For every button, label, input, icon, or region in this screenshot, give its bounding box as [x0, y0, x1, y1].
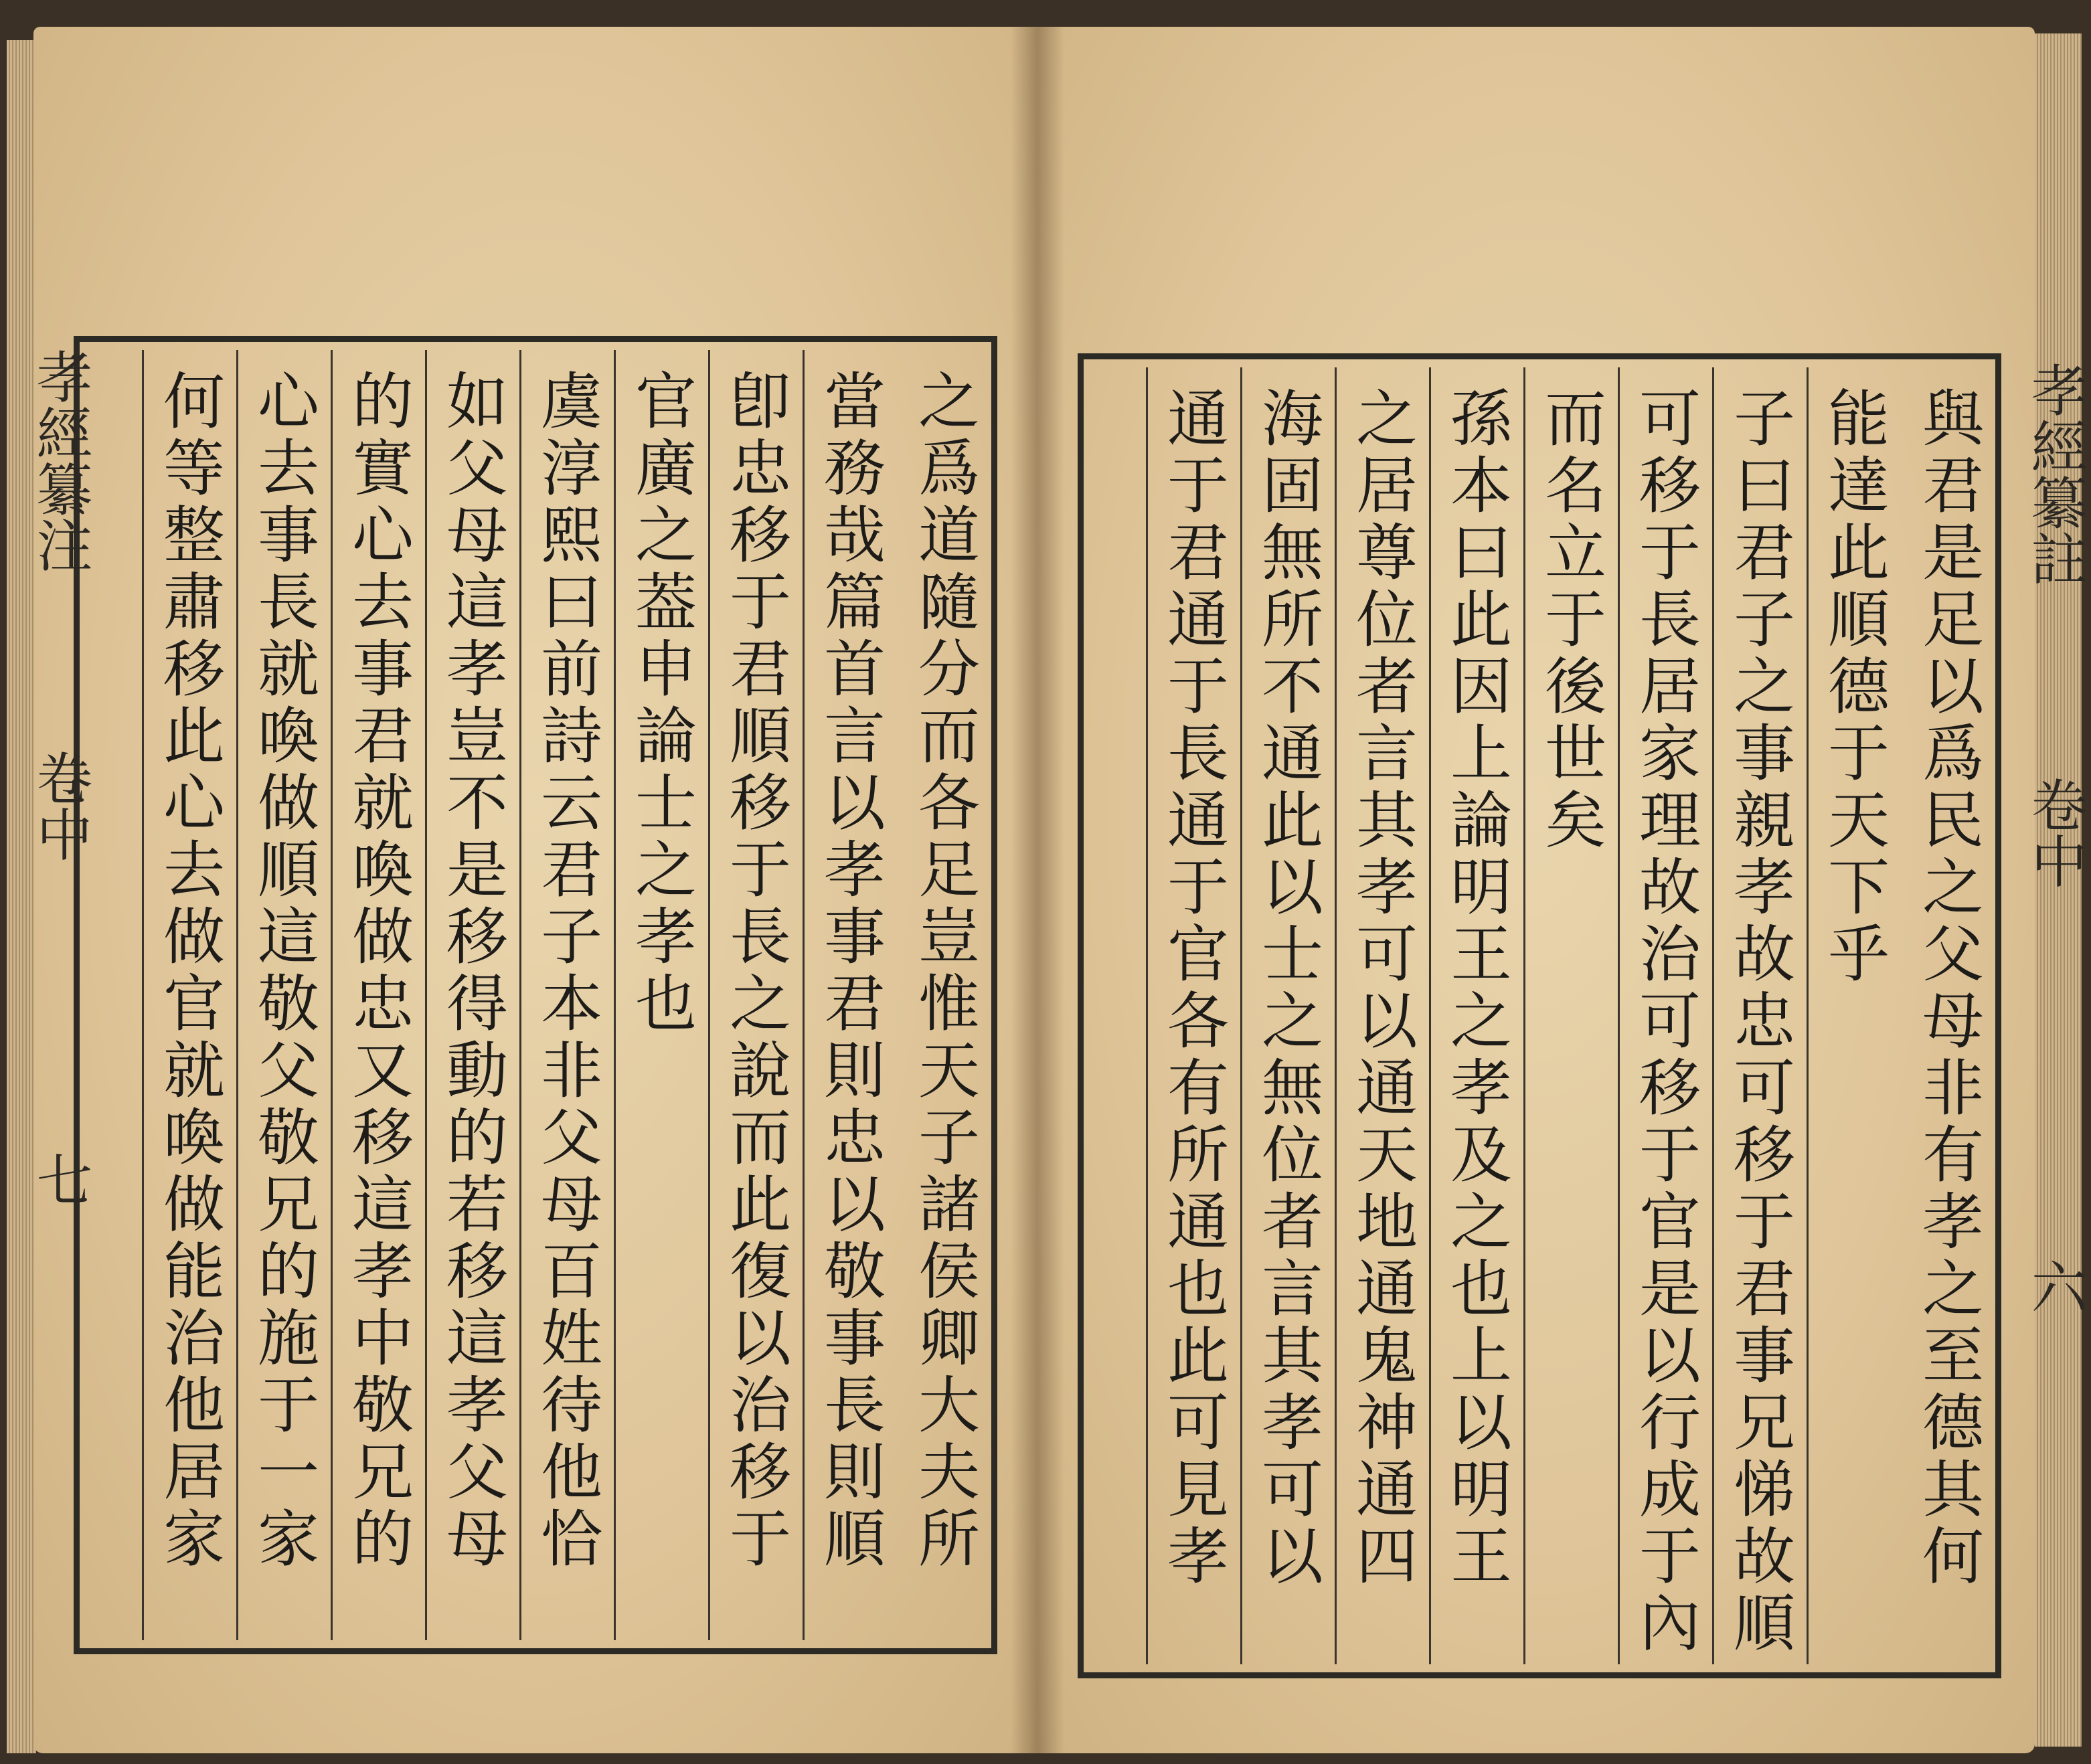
right-page-edge: [2035, 33, 2082, 1747]
text-column: 與君是足以爲民之父母非有孝之至德其何: [1912, 386, 1984, 1591]
text-column: 而名立于後世矣: [1523, 367, 1618, 1664]
book-gutter: [1011, 27, 1064, 1753]
text-column: 能達此順德于天下乎: [1807, 367, 1901, 1664]
margin-folio-left: 七: [27, 1151, 93, 1207]
margin-title-left: 孝經纂注: [27, 348, 93, 573]
text-column: 何等整肅移此心去做官就喚做能治他居家: [142, 350, 236, 1640]
text-column: 的實心去事君就喚做忠又移這孝中敬兄的: [331, 350, 425, 1640]
text-column: 孫本曰此因上論明王之孝及之也上以明王: [1429, 367, 1523, 1664]
text-column: 官廣之葢申論士之孝也: [614, 350, 708, 1640]
text-column: 通于君通于長通于官各有所通也此可見孝: [1146, 367, 1240, 1664]
right-page-text-frame: [1078, 353, 2001, 1678]
margin-juan-right: 卷中: [2022, 776, 2088, 889]
text-column: 如父母這孝豈不是移得動的若移這孝父母: [425, 350, 519, 1640]
margin-title-right: 孝經纂註: [2022, 361, 2088, 586]
text-column: 子曰君子之事親孝故忠可移于君事兄悌故順: [1712, 367, 1807, 1664]
text-column: 心去事長就喚做順這敬父敬兄的施于一家: [236, 350, 331, 1640]
text-column: 之爲道隨分而各足豈惟天子諸侯卿大夫所: [908, 369, 980, 1573]
text-column: 卽忠移于君順移于長之說而此復以治移于: [708, 350, 803, 1640]
left-page-text-frame: [74, 336, 997, 1654]
text-column: 虞淳熙曰前詩云君子本非父母百姓待他恰: [519, 350, 614, 1640]
text-column: 海固無所不通此以士之無位者言其孝可以: [1240, 367, 1335, 1664]
margin-juan-left: 卷中: [27, 749, 93, 862]
margin-folio-right: 六: [2022, 1258, 2088, 1314]
left-page-edge: [7, 40, 36, 1753]
text-column: 當務哉篇首言以孝事君則忠以敬事長則順: [803, 350, 897, 1640]
text-column: 可移于長居家理故治可移于官是以行成于內: [1618, 367, 1712, 1664]
text-column: 之居尊位者言其孝可以通天地通鬼神通四: [1335, 367, 1429, 1664]
